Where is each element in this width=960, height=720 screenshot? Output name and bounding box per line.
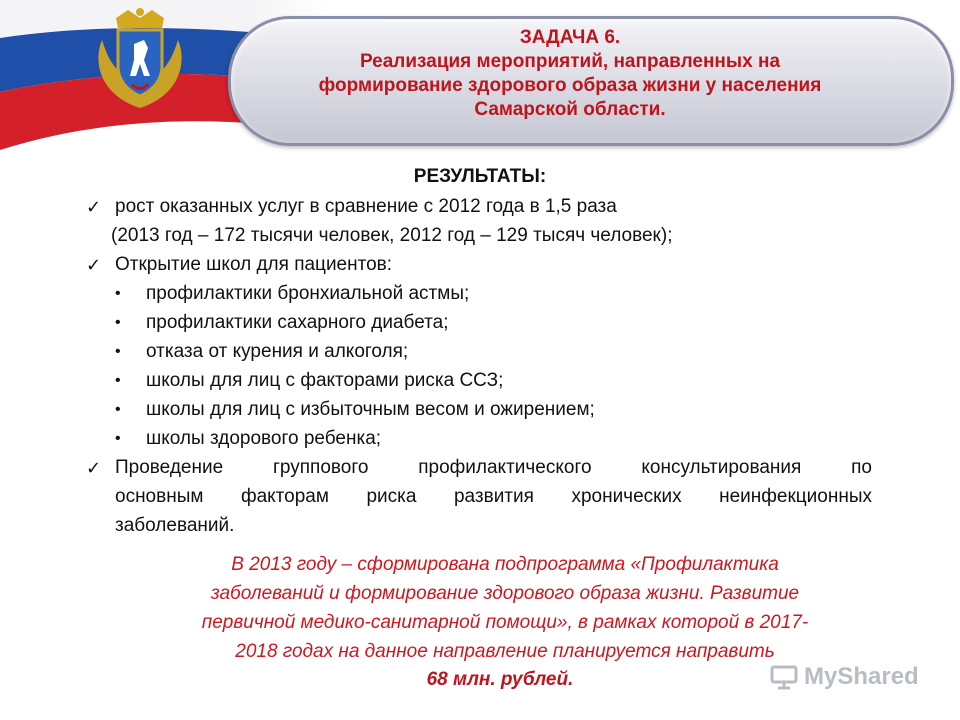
- funding-amount: 68 млн. рублей.: [426, 669, 574, 690]
- school-item: профилактики бронхиальной астмы;: [146, 283, 470, 304]
- result-item-counseling-line-3: заболеваний.: [115, 515, 235, 536]
- task-number: ЗАДАЧА 6.: [519, 27, 621, 48]
- note-line: первичной медико-санитарной помощи», в рамках которой в 2017-: [201, 612, 809, 633]
- myshared-watermark: [770, 660, 930, 694]
- result-item-services-detail: (2013 год – 172 тысячи человек, 2012 год – 129 тысяч человек);: [111, 225, 673, 246]
- checkmark-icon: ✓: [86, 458, 102, 478]
- task-title-line-3: Самарской области.: [474, 99, 666, 120]
- bullet-icon: •: [115, 285, 121, 302]
- bullet-icon: •: [115, 343, 121, 360]
- result-item-counseling-line-1: Проведение группового профилактического консультирования по: [115, 457, 872, 478]
- school-item: школы для лиц с избыточным весом и ожирением;: [146, 399, 595, 420]
- result-item-schools-intro: Открытие школ для пациентов:: [115, 254, 393, 275]
- result-item-counseling-line-2: основным факторам риска развития хронических неинфекционных: [115, 486, 872, 507]
- checkmark-icon: ✓: [86, 255, 102, 275]
- bullet-icon: •: [115, 401, 121, 418]
- checkmark-icon: ✓: [86, 197, 102, 217]
- banner-title: [230, 26, 910, 122]
- task-title-line-1: Реализация мероприятий, направленных на: [359, 51, 781, 72]
- watermark-text: MyShared: [804, 663, 919, 690]
- results-heading: РЕЗУЛЬТАТЫ:: [413, 166, 547, 187]
- school-item: профилактики сахарного диабета;: [146, 312, 449, 333]
- school-item: школы для лиц с факторами риска ССЗ;: [146, 370, 504, 391]
- presentation-board-icon: [770, 664, 798, 690]
- bullet-icon: •: [115, 372, 121, 389]
- bullet-icon: •: [115, 430, 121, 447]
- result-item-services-growth: рост оказанных услуг в сравнение с 2012 года в 1,5 раза: [115, 196, 617, 217]
- school-item: школы здорового ребенка;: [146, 428, 382, 449]
- note-line: 2018 годах на данное направление планируется направить: [235, 641, 775, 662]
- bullet-icon: •: [115, 314, 121, 331]
- note-line: заболеваний и формирование здорового образа жизни. Развитие: [210, 583, 800, 604]
- samara-coat-of-arms-icon: [92, 4, 188, 112]
- school-item: отказа от курения и алкоголя;: [146, 341, 409, 362]
- task-title-line-2: формирование здорового образа жизни у населения: [318, 75, 822, 96]
- note-line: В 2013 году – сформирована подпрограмма «Профилактика: [231, 554, 779, 575]
- subprogram-note: [110, 550, 900, 666]
